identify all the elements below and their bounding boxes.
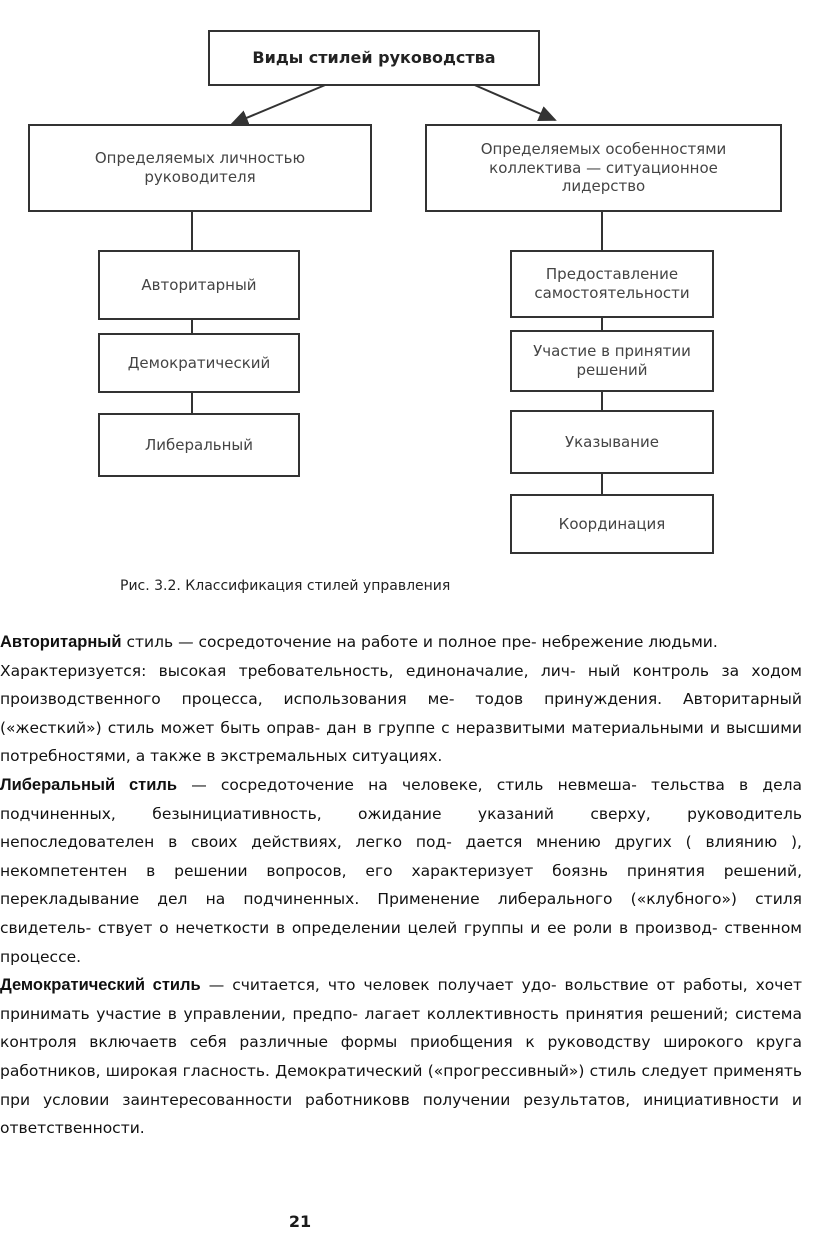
- body-text: [0, 628, 802, 1143]
- diagram-right-item-label: Участие в принятии решений: [533, 342, 691, 379]
- diagram-right-item-coordination: [510, 494, 714, 554]
- diagram-right-item-label: Координация: [558, 514, 666, 533]
- paragraph-text: Характеризуется: высокая требовательность, единоначалие, лич- ный контроль за ходом производственного процесса, использования ме- тодов принуждения. Авторитарный («жесткий») стиль может быть оправ- дан в группе с неразвитыми материальными и высшими потребностями, а также в экстремальных ситуациях.: [0, 661, 802, 766]
- paragraph-text: — сосредоточение на человеке, стиль невмеша- тельства в дела подчиненных, безынициативность, ожидание указаний сверху, руководитель непоследователен в своих действиях, легко под- дается мнению других ( влиянию ), некомпетентен в решении вопросов, его характеризует боязнь принятия решений, перекладывание дел на подчиненных. Применение либерального («клубного») стиля свидетель- ствует о нечеткости в определении целей группы и ее роли в производ- ственном процессе.: [0, 775, 803, 966]
- paragraph-text: — считается, что человек получает удо- вольствие от работы, хочет принимать участие в управлении, предпо- лагает коллективность принятия решений; система контроля включаетв себя различные формы приобщения к руководству широкого круга работников, широкая гласность. Демократический («прогрессивный») стиль следует применять при условии заинтересованности работниковв получении результатов, инициативности и ответственности.: [0, 976, 803, 1138]
- diagram-right-item-label: Предоставление самостоятельности: [534, 265, 690, 302]
- paragraph-characteristics: [0, 657, 802, 771]
- diagram-left-item-democratic: [98, 333, 300, 393]
- diagram-left-branch-label: Определяемых личностью руководителя: [94, 149, 306, 186]
- diagram-root-box: [208, 30, 540, 86]
- diagram-right-item-label: Указывание: [564, 432, 660, 451]
- term-liberal: Либеральный стиль: [0, 775, 178, 794]
- diagram-right-item-participation: [510, 330, 714, 392]
- diagram-left-item-label: Авторитарный: [141, 275, 257, 294]
- paragraph-text: стиль — сосредоточение на работе и полное пре- небрежение людьми.: [121, 633, 718, 651]
- diagram-right-item-autonomy: [510, 250, 714, 318]
- paragraph-authoritarian: [0, 628, 802, 657]
- diagram-root-label: Виды стилей руководства: [252, 48, 496, 67]
- paragraph-liberal: [0, 771, 802, 971]
- term-democratic: Демократический стиль: [0, 976, 201, 995]
- diagram-right-branch-box: [425, 124, 782, 212]
- diagram-left-branch-box: [28, 124, 372, 212]
- diagram-right-branch-label: Определяемых особенностями коллектива — ситуационное лидерство: [480, 139, 727, 196]
- diagram-left-item-liberal: [98, 413, 300, 477]
- diagram-left-item-authoritarian: [98, 250, 300, 320]
- term-authoritarian: Авторитарный: [0, 633, 122, 651]
- diagram-left-item-label: Демократический: [127, 353, 271, 372]
- diagram-left-item-label: Либеральный: [144, 435, 254, 454]
- figure-caption: Рис. 3.2. Классификация стилей управления: [120, 578, 451, 594]
- arrow-root-to-left: [232, 83, 330, 124]
- diagram-right-item-directing: [510, 410, 714, 474]
- paragraph-democratic: [0, 971, 802, 1143]
- page-number: 21: [288, 1212, 312, 1231]
- arrow-root-to-right: [470, 83, 555, 120]
